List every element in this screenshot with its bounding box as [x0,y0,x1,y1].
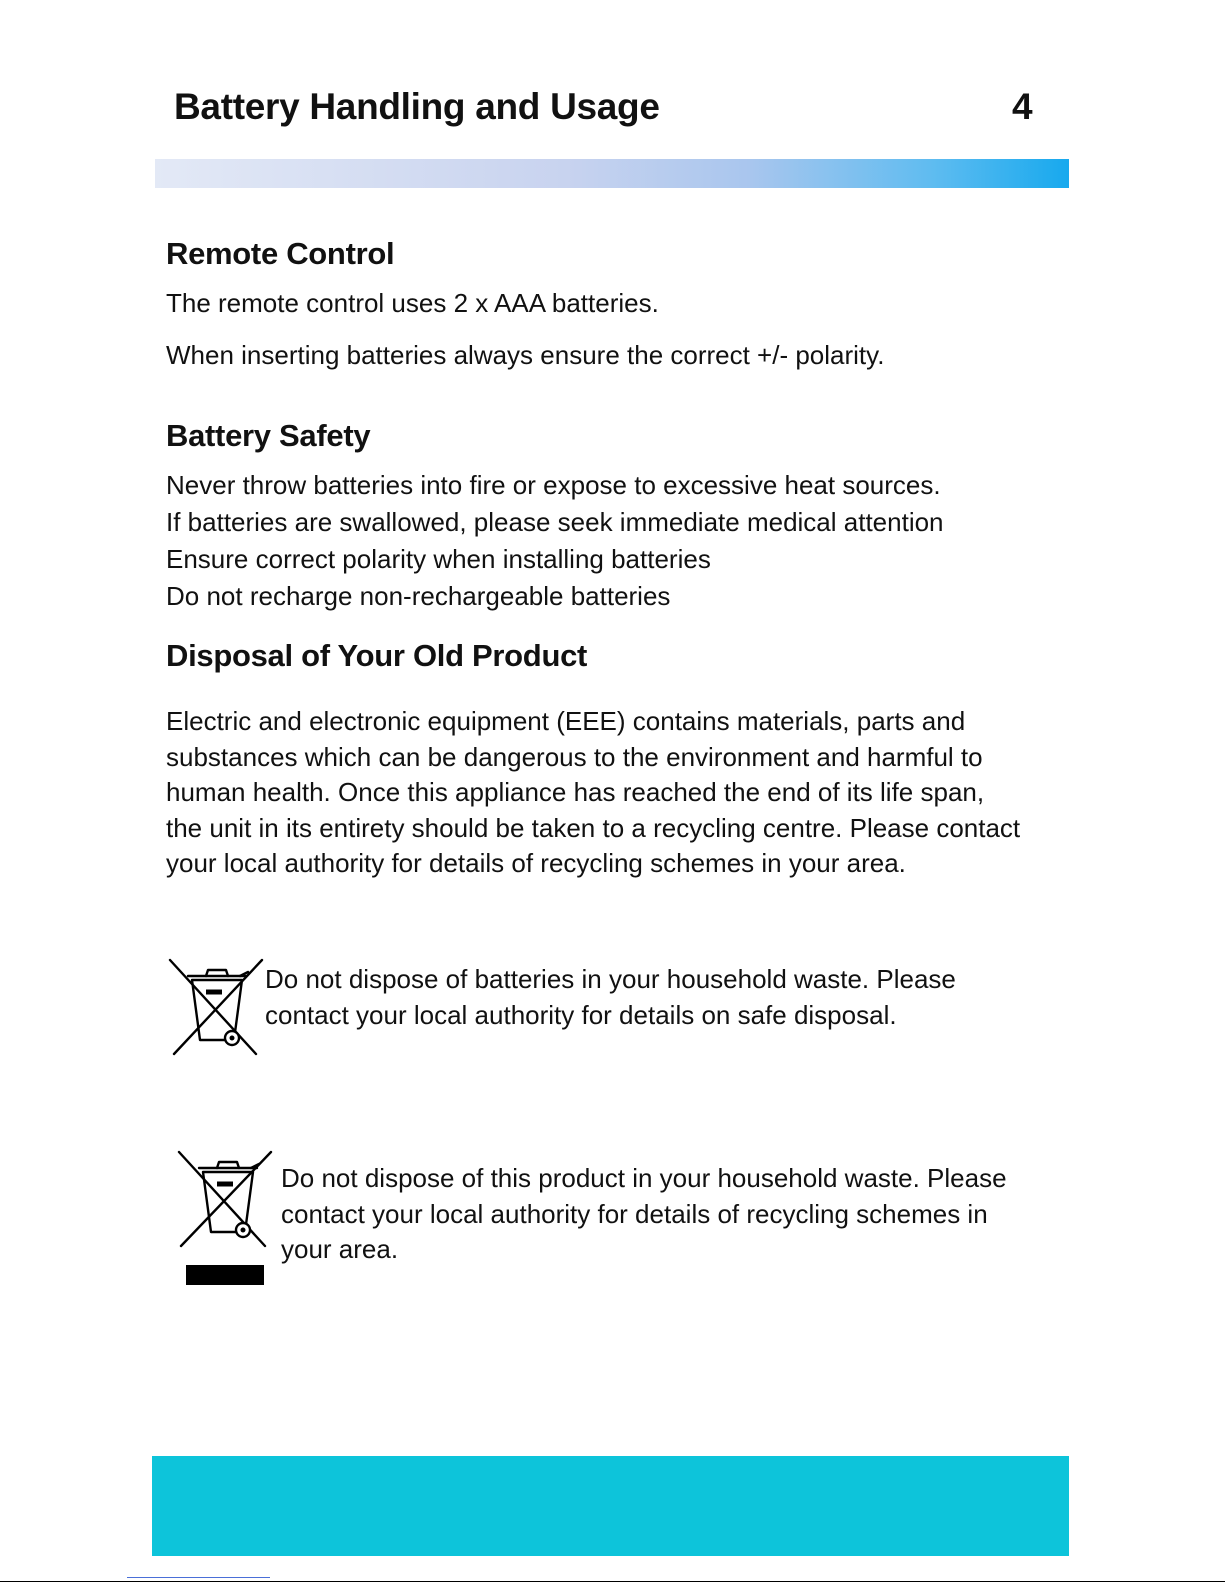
bottom-rule [0,1581,1225,1582]
battery-disposal-note: Do not dispose of batteries in your household waste. Please contact your local authority for details on safe disposal. [265,964,956,1030]
header-gradient-bar [155,159,1069,188]
remote-control-line: The remote control uses 2 x AAA batteries. [166,288,659,318]
remote-control-line: When inserting batteries always ensure the correct +/- polarity. [166,340,885,370]
crossed-out-bin-with-bar-icon [177,1150,275,1290]
battery-safety-line: Never throw batteries into fire or expose to excessive heat sources. [166,470,941,500]
page-title: Battery Handling and Usage [174,86,660,127]
disposal-paragraph: Electric and electronic equipment (EEE) contains materials, parts and substances which can be dangerous to the environment and harmful to human health. Once this appliance has reached the end of its life span, the unit in its entirety should be taken to a recycling centre. Please contact your local authority for details of recycling schemes in your area. [166,706,1021,878]
product-disposal-note: Do not dispose of this product in your household waste. Please contact your local authority for details of recycling schemes in your area. [281,1163,1007,1264]
bottom-link-underline [127,1577,270,1578]
footer-bar [152,1456,1069,1556]
battery-safety-line: Ensure correct polarity when installing batteries [166,544,711,574]
remote-control-heading: Remote Control [166,236,395,271]
battery-safety-heading: Battery Safety [166,418,371,453]
crossed-out-bin-icon [168,958,266,1058]
disposal-heading: Disposal of Your Old Product [166,638,588,673]
battery-safety-line: If batteries are swallowed, please seek immediate medical attention [166,507,944,537]
page-number: 4 [1012,86,1033,127]
battery-safety-line: Do not recharge non-rechargeable batteries [166,581,671,611]
